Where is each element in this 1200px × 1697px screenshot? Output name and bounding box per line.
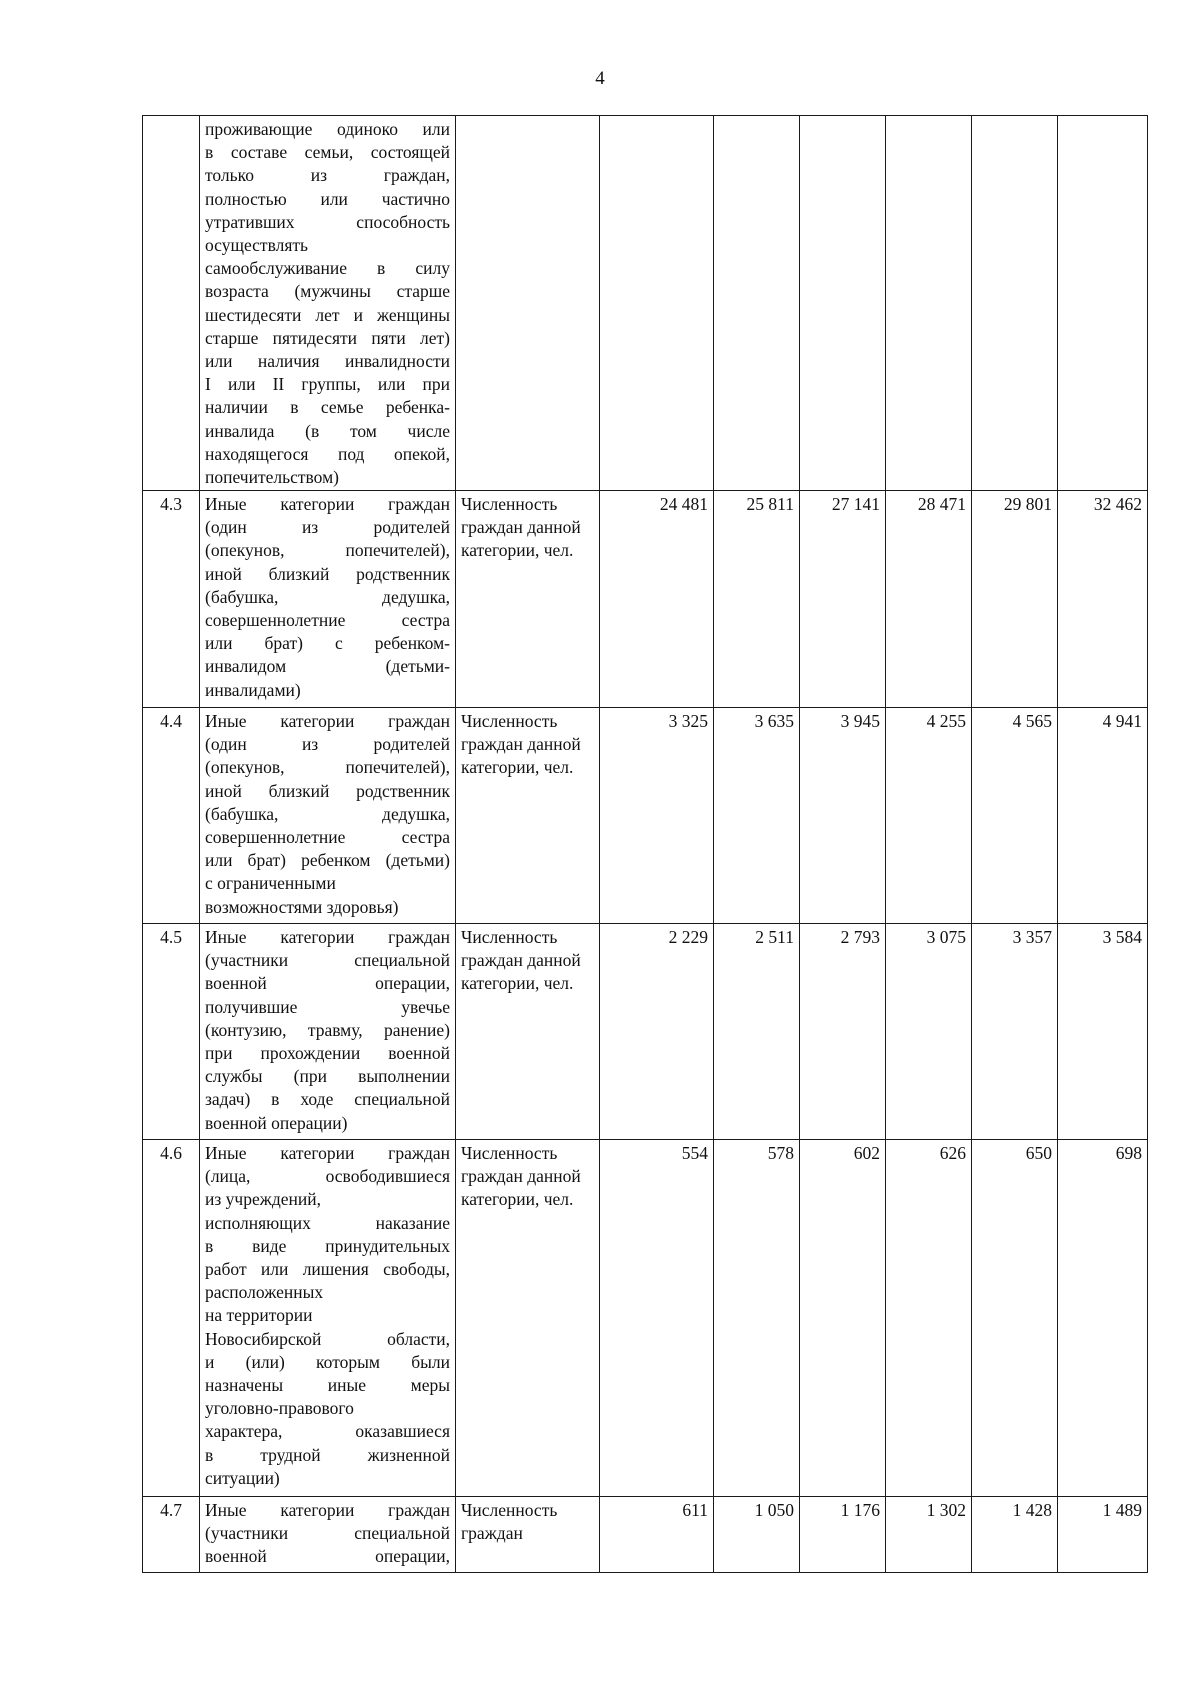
value-cell: 698	[1058, 1140, 1148, 1497]
description-line: (опекунов, попечителей),	[205, 540, 450, 561]
description-line: и (или) которым были	[205, 1351, 450, 1372]
description-line: старше пятидесяти пяти лет)	[205, 327, 450, 348]
table-row	[143, 708, 1148, 924]
category-description	[200, 1497, 456, 1573]
description-line: военной операции,	[205, 1546, 450, 1567]
value-cell: 4 565	[972, 708, 1058, 924]
value-cell	[714, 116, 800, 491]
description-line: (участники специальной	[205, 1523, 450, 1544]
table-row	[143, 1497, 1148, 1573]
description-line: самообслуживание в силу	[205, 258, 450, 279]
description-line: Иные категории граждан	[205, 711, 450, 731]
value-cell: 32 462	[1058, 491, 1148, 708]
table-row	[143, 491, 1148, 708]
description-line: полностью или частично	[205, 188, 450, 209]
description-line: с ограниченными	[205, 873, 336, 894]
value-cell: 4 941	[1058, 708, 1148, 924]
value-cell: 3 945	[800, 708, 886, 924]
page-number: 4	[595, 68, 605, 89]
description-line: уголовно-правового	[205, 1398, 354, 1419]
indicators-table	[142, 115, 1148, 1573]
indicator-unit: Численность граждан данной категории, чел.	[456, 491, 600, 708]
description-line: (один из родителей	[205, 734, 450, 755]
description-line: I или II группы, или при	[205, 374, 450, 395]
description-line: (бабушка, дедушка,	[205, 803, 450, 824]
value-cell	[972, 116, 1058, 491]
row-number: 4.7	[143, 1497, 200, 1573]
description-line: (лица, освободившиеся	[205, 1166, 450, 1187]
description-line: получившие увечье	[205, 996, 450, 1017]
value-cell: 1 176	[800, 1497, 886, 1573]
description-line: иной близкий родственник	[205, 780, 450, 801]
description-line: шестидесяти лет и женщины	[205, 304, 450, 325]
row-number: 4.5	[143, 924, 200, 1140]
value-cell: 27 141	[800, 491, 886, 708]
value-cell: 602	[800, 1140, 886, 1497]
value-cell: 578	[714, 1140, 800, 1497]
description-line: совершеннолетние сестра	[205, 610, 450, 631]
description-line: проживающие одиноко или	[205, 119, 450, 139]
value-cell: 1 050	[714, 1497, 800, 1573]
description-line: или брат) ребенком (детьми)	[205, 850, 450, 871]
description-line: только из граждан,	[205, 165, 450, 186]
indicator-unit: Численность граждан данной категории, чел.	[456, 708, 600, 924]
value-cell: 554	[600, 1140, 714, 1497]
description-line: возможностями здоровья)	[205, 896, 399, 917]
indicator-unit: Численность граждан данной категории, чел.	[456, 1140, 600, 1497]
value-cell: 1 302	[886, 1497, 972, 1573]
description-line: военной операции)	[205, 1112, 348, 1133]
description-line: инвалида (в том числе	[205, 420, 450, 441]
category-description	[200, 491, 456, 708]
description-line: инвалидами)	[205, 679, 301, 700]
table-row	[143, 116, 1148, 491]
table-row	[143, 924, 1148, 1140]
value-cell: 1 489	[1058, 1497, 1148, 1573]
row-number: 4.4	[143, 708, 200, 924]
value-cell: 29 801	[972, 491, 1058, 708]
description-line: ситуации)	[205, 1467, 280, 1488]
value-cell	[886, 116, 972, 491]
description-line: назначены иные меры	[205, 1375, 450, 1396]
description-line: в составе семьи, состоящей	[205, 142, 450, 163]
value-cell	[800, 116, 886, 491]
indicator-unit: Численность граждан данной категории, чел.	[456, 924, 600, 1140]
value-cell: 1 428	[972, 1497, 1058, 1573]
category-description	[200, 116, 456, 491]
value-cell: 4 255	[886, 708, 972, 924]
description-line: Иные категории граждан	[205, 1500, 450, 1520]
description-line: задач) в ходе специальной	[205, 1089, 450, 1110]
category-description	[200, 924, 456, 1140]
description-line: (бабушка, дедушка,	[205, 586, 450, 607]
value-cell: 2 229	[600, 924, 714, 1140]
table-row	[143, 1140, 1148, 1497]
description-line: утративших способность	[205, 211, 450, 232]
row-number: 4.6	[143, 1140, 200, 1497]
value-cell: 2 793	[800, 924, 886, 1140]
value-cell: 3 635	[714, 708, 800, 924]
value-cell: 3 584	[1058, 924, 1148, 1140]
description-line: (участники специальной	[205, 950, 450, 971]
value-cell: 3 357	[972, 924, 1058, 1140]
value-cell: 2 511	[714, 924, 800, 1140]
description-line: в трудной жизненной	[205, 1444, 450, 1465]
value-cell: 24 481	[600, 491, 714, 708]
description-line: или брат) с ребенком-	[205, 633, 450, 654]
description-line: при прохождении военной	[205, 1043, 450, 1064]
description-line: (опекунов, попечителей),	[205, 757, 450, 778]
row-number	[143, 116, 200, 491]
value-cell	[1058, 116, 1148, 491]
category-description	[200, 708, 456, 924]
value-cell: 3 325	[600, 708, 714, 924]
category-description	[200, 1140, 456, 1497]
description-line: Иные категории граждан	[205, 494, 450, 514]
description-line: совершеннолетние сестра	[205, 827, 450, 848]
description-line: или наличия инвалидности	[205, 351, 450, 372]
description-line: попечительством)	[205, 467, 339, 488]
description-line: наличии в семье ребенка-	[205, 397, 450, 418]
value-cell: 3 075	[886, 924, 972, 1140]
value-cell: 25 811	[714, 491, 800, 708]
description-line: инвалидом (детьми-	[205, 656, 450, 677]
description-line: Иные категории граждан	[205, 927, 450, 947]
description-line: возраста (мужчины старше	[205, 281, 450, 302]
value-cell: 28 471	[886, 491, 972, 708]
description-line: (контузию, травму, ранение)	[205, 1019, 450, 1040]
value-cell: 650	[972, 1140, 1058, 1497]
description-line: Иные категории граждан	[205, 1143, 450, 1163]
description-line: из учреждений,	[205, 1189, 321, 1210]
description-line: характера, оказавшиеся	[205, 1421, 450, 1442]
description-line: службы (при выполнении	[205, 1066, 450, 1087]
description-line: (один из родителей	[205, 517, 450, 538]
indicator-unit	[456, 116, 600, 491]
description-line: Новосибирской области,	[205, 1328, 450, 1349]
description-line: в виде принудительных	[205, 1235, 450, 1256]
row-number: 4.3	[143, 491, 200, 708]
description-line: работ или лишения свободы,	[205, 1259, 450, 1280]
description-line: расположенных	[205, 1282, 324, 1303]
value-cell: 626	[886, 1140, 972, 1497]
description-line: на территории	[205, 1305, 313, 1326]
description-line: исполняющих наказание	[205, 1212, 450, 1233]
description-line: находящегося под опекой,	[205, 443, 450, 464]
value-cell: 611	[600, 1497, 714, 1573]
value-cell	[600, 116, 714, 491]
description-line: военной операции,	[205, 973, 450, 994]
description-line: осуществлять	[205, 235, 309, 256]
description-line: иной близкий родственник	[205, 563, 450, 584]
indicator-unit: Численность граждан	[456, 1497, 600, 1573]
